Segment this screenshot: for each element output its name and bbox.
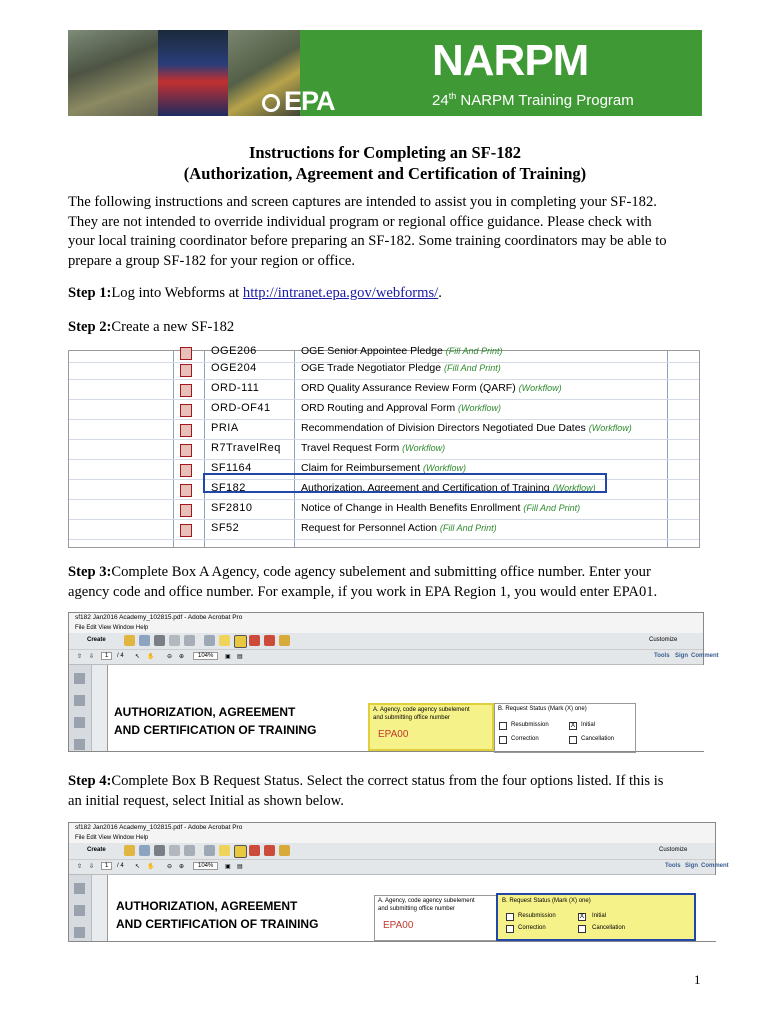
step-1-text: Log into Webforms at — [111, 285, 243, 301]
pdf-page — [107, 875, 716, 941]
form-description: Notice of Change in Health Benefits Enrollment (Fill And Print) — [301, 502, 581, 514]
acrobat-toolbar — [69, 633, 703, 650]
form-title: AUTHORIZATION, AGREEMENT AND CERTIFICATION OF TRAINING — [116, 899, 319, 931]
prev-page-icon[interactable]: ⇧ — [77, 654, 83, 660]
intro-line: prepare a group SF-182 for your region or office. — [68, 252, 356, 269]
form-row-sf52[interactable] — [69, 521, 699, 540]
box-b-label: B. Request Status (Mark (X) one) — [498, 706, 587, 712]
webforms-link[interactable]: http://intranet.epa.gov/webforms/ — [242, 285, 439, 301]
epa-logo-text: EPA — [284, 86, 335, 116]
prev-page-icon[interactable]: ⇧ — [77, 864, 83, 870]
sign-tab[interactable]: Sign — [675, 653, 688, 659]
step-4-label: Step 4: — [68, 773, 112, 789]
page-total: / 4 — [117, 863, 124, 869]
form-type-tag: (Workflow) — [402, 443, 446, 453]
page-number-input[interactable]: 1 — [101, 652, 112, 660]
step-4-text: an initial request, select Initial as shown below. — [68, 792, 344, 809]
box-b-label: B. Request Status (Mark (X) one) — [502, 898, 591, 904]
sf182-highlight-box — [203, 473, 607, 493]
fit-width-icon[interactable]: ▤ — [237, 864, 243, 870]
form-code[interactable]: R7TravelReq — [211, 442, 281, 454]
form-description: Travel Request Form (Workflow) — [301, 442, 446, 454]
pdf-form-icon[interactable] — [180, 444, 192, 457]
customize-menu[interactable]: Customize — [659, 847, 688, 853]
form-type-tag: (Fill And Print) — [523, 503, 581, 513]
step-3-text: Complete Box A Agency, code agency subelement and submitting office number. Enter your — [111, 564, 651, 580]
step-2 — [68, 318, 708, 338]
pdf-icon[interactable] — [264, 845, 275, 856]
resubmission-checkbox[interactable] — [499, 722, 507, 730]
form-row-ord-of41[interactable] — [69, 401, 699, 420]
zoom-in-icon[interactable]: ⊕ — [179, 654, 185, 660]
form-code[interactable]: SF1164 — [211, 462, 252, 474]
form-type-tag: (Workflow) — [588, 423, 632, 433]
email-icon[interactable] — [184, 635, 195, 646]
open-icon[interactable] — [124, 845, 135, 856]
page-number-input[interactable]: 1 — [101, 862, 112, 870]
sign-tab[interactable]: Sign — [685, 863, 698, 869]
acrobat-nav-toolbar — [69, 860, 729, 875]
attach-icon[interactable] — [279, 845, 290, 856]
epa-logo — [262, 86, 352, 114]
pdf-form-icon[interactable] — [180, 524, 192, 537]
form-row-pria[interactable] — [69, 421, 699, 440]
webforms-list-screenshot — [68, 345, 700, 548]
tools-tab[interactable]: Tools — [654, 653, 670, 659]
intro-line: your local training coordinator before preparing an SF-182. Some training coordinators may be able to — [68, 233, 667, 249]
box-a-label: A. Agency, code agency subelement — [378, 898, 475, 904]
form-type-tag: (Fill And Print) — [439, 523, 497, 533]
settings-icon[interactable] — [204, 635, 215, 646]
form-row-sf2810[interactable] — [69, 501, 699, 520]
row-divider — [69, 379, 699, 380]
edit-icon[interactable] — [169, 845, 180, 856]
step-3-label: Step 3: — [68, 564, 112, 580]
form-type-tag: (Workflow) — [422, 463, 466, 473]
form-description: ORD Quality Assurance Review Form (QARF) (Workflow) — [301, 382, 562, 394]
acrobat-nav-toolbar — [69, 650, 719, 665]
row-divider — [69, 399, 699, 400]
row-divider — [69, 419, 699, 420]
zoom-field[interactable]: 104% — [193, 652, 218, 660]
photo-3d-model — [158, 30, 228, 116]
create-button[interactable]: Create — [87, 637, 106, 643]
attach-icon[interactable] — [279, 635, 290, 646]
zoom-field[interactable]: 104% — [193, 862, 218, 870]
acrobat-menu-bar[interactable]: File Edit View Window Help — [69, 833, 715, 843]
agency-code-field[interactable]: EPA00 — [383, 920, 414, 931]
next-page-icon[interactable]: ⇩ — [89, 654, 95, 660]
box-a-highlight — [368, 703, 494, 751]
form-row-oge204[interactable] — [69, 361, 699, 380]
form-type-tag: (Fill And Print) — [445, 346, 503, 356]
box-a-label: and submitting office number — [378, 906, 455, 912]
initial-checkbox[interactable]: X — [579, 913, 585, 920]
tools-tab[interactable]: Tools — [665, 863, 681, 869]
form-description: ORD Routing and Approval Form (Workflow) — [301, 402, 501, 414]
acrobat-window-title: sf182 Jan2016 Academy_102815.pdf - Adobe Acrobat Pro — [69, 613, 703, 623]
fit-page-icon[interactable]: ▣ — [225, 654, 231, 660]
settings-icon[interactable] — [204, 845, 215, 856]
pdf-icon[interactable] — [264, 635, 275, 646]
form-code[interactable]: SF182 — [211, 482, 246, 494]
comment-icon[interactable] — [219, 635, 230, 646]
step-3 — [68, 563, 708, 602]
acrobat-screenshot-box-b — [68, 822, 729, 942]
highlight-icon[interactable] — [234, 845, 247, 858]
pdf-form-icon[interactable] — [180, 424, 192, 437]
pdf-page — [107, 665, 704, 751]
acrobat-sidebar — [69, 875, 92, 941]
epa-flower-icon — [262, 94, 280, 112]
form-type-tag: (Workflow) — [552, 483, 596, 493]
step-2-label: Step 2: — [68, 319, 112, 335]
row-divider — [69, 439, 699, 440]
step-1-label: Step 1: — [68, 285, 112, 301]
page-title — [0, 142, 770, 184]
step-2-text: Create a new SF-182 — [111, 319, 235, 335]
step-3-text: agency code and office number. For example, if you work in EPA Region 1, you would enter EPA01. — [68, 583, 658, 600]
row-divider — [69, 459, 699, 460]
row-divider — [69, 539, 699, 540]
title-line-2: (Authorization, Agreement and Certification of Training) — [183, 164, 587, 183]
signatures-panel-icon[interactable] — [74, 927, 85, 938]
form-description: Claim for Reimbursement (Workflow) — [301, 462, 466, 474]
box-a-label: and submitting office number — [373, 715, 450, 721]
acrobat-sidebar — [69, 665, 92, 751]
hand-icon[interactable]: ✋ — [147, 654, 155, 660]
initial-checkbox[interactable]: X — [570, 722, 576, 729]
export-icon[interactable] — [249, 635, 260, 646]
customize-menu[interactable]: Customize — [649, 637, 678, 643]
pdf-form-icon[interactable] — [180, 364, 192, 377]
step-4 — [68, 772, 708, 811]
highlight-icon[interactable] — [234, 635, 247, 648]
email-icon[interactable] — [184, 845, 195, 856]
hand-icon[interactable]: ✋ — [147, 864, 155, 870]
form-code[interactable]: PRIA — [211, 422, 239, 434]
acrobat-screenshot-box-a — [68, 612, 719, 752]
title-line-1: Instructions for Completing an SF-182 — [249, 143, 521, 162]
zoom-out-icon[interactable]: ⊖ — [167, 864, 173, 870]
correction-checkbox[interactable] — [506, 925, 514, 933]
bookmarks-panel-icon[interactable] — [74, 905, 85, 916]
form-row-r7travelreq[interactable] — [69, 441, 699, 460]
signatures-panel-icon[interactable] — [74, 717, 85, 728]
fit-width-icon[interactable]: ▤ — [237, 654, 243, 660]
form-description: OGE Senior Appointee Pledge (Fill And Print) — [301, 345, 503, 357]
intro-paragraph — [68, 193, 708, 271]
form-code[interactable]: SF2810 — [211, 502, 253, 514]
program-line: 24th NARPM Training Program — [432, 91, 634, 109]
form-description: Request for Personnel Action (Fill And Print) — [301, 522, 497, 534]
bookmarks-panel-icon[interactable] — [74, 695, 85, 706]
open-icon[interactable] — [124, 635, 135, 646]
save-icon[interactable] — [139, 635, 150, 646]
page-total: / 4 — [117, 653, 124, 659]
pdf-form-icon[interactable] — [180, 347, 192, 360]
pdf-form-icon[interactable] — [180, 464, 192, 477]
form-code[interactable]: OGE204 — [211, 362, 257, 374]
form-code[interactable]: OGE206 — [211, 345, 257, 357]
row-divider — [69, 499, 699, 500]
form-code[interactable]: ORD-111 — [211, 382, 260, 394]
print-icon[interactable] — [154, 635, 165, 646]
comment-tab[interactable]: Comment — [701, 863, 729, 869]
form-description: Recommendation of Division Directors Negotiated Due Dates (Workflow) — [301, 422, 632, 434]
select-icon[interactable]: ↖ — [135, 864, 141, 870]
pdf-form-icon[interactable] — [180, 384, 192, 397]
form-type-tag: (Workflow) — [518, 383, 562, 393]
form-code[interactable]: ORD-OF41 — [211, 402, 271, 414]
pages-panel-icon[interactable] — [74, 883, 85, 894]
export-icon[interactable] — [249, 845, 260, 856]
form-type-tag: (Fill And Print) — [444, 363, 501, 373]
intro-line: They are not intended to override individual program or regional office guidance. Please check with — [68, 213, 652, 230]
acrobat-window-title: sf182 Jan2016 Academy_102815.pdf - Adobe Acrobat Pro — [69, 823, 715, 833]
form-type-tag: (Workflow) — [458, 403, 501, 413]
pages-panel-icon[interactable] — [74, 673, 85, 684]
save-icon[interactable] — [139, 845, 150, 856]
correction-checkbox[interactable] — [499, 736, 507, 744]
print-icon[interactable] — [154, 845, 165, 856]
narpm-brand: NARPM — [432, 36, 589, 85]
box-b-highlight: B. Request Status (Mark (X) one) Resubmission Correction X Initial Cancellation — [496, 893, 696, 941]
zoom-out-icon[interactable]: ⊖ — [167, 654, 173, 660]
cancellation-checkbox[interactable] — [569, 736, 577, 744]
pdf-form-icon[interactable] — [180, 484, 192, 497]
comment-icon[interactable] — [219, 845, 230, 856]
photo-excavation — [68, 30, 158, 116]
acrobat-toolbar — [69, 843, 715, 860]
pdf-form-icon[interactable] — [180, 504, 192, 517]
form-description: OGE Trade Negotiator Pledge (Fill And Print) — [301, 362, 501, 374]
cancellation-checkbox[interactable] — [578, 925, 586, 933]
intro-line: The following instructions and screen captures are intended to assist you in completing your SF-182. — [68, 194, 657, 210]
select-icon[interactable]: ↖ — [135, 654, 141, 660]
form-description: Authorization, Agreement and Certification of Training (Workflow) — [301, 482, 596, 494]
row-divider — [69, 519, 699, 520]
comment-tab[interactable]: Comment — [691, 653, 719, 659]
resubmission-checkbox[interactable] — [506, 913, 514, 921]
form-title: AUTHORIZATION, AGREEMENT AND CERTIFICATION OF TRAINING — [114, 705, 317, 737]
box-b: B. Request Status (Mark (X) one) Resubmission Correction X Initial Cancellation — [494, 703, 636, 753]
edit-icon[interactable] — [169, 635, 180, 646]
next-page-icon[interactable]: ⇩ — [89, 864, 95, 870]
page-number: 1 — [694, 972, 701, 987]
zoom-in-icon[interactable]: ⊕ — [179, 864, 185, 870]
step-1: Step 1:Log into Webforms at http://intranet.epa.gov/webforms/. — [68, 285, 442, 301]
box-a — [374, 895, 498, 941]
fit-page-icon[interactable]: ▣ — [225, 864, 231, 870]
agency-code-field[interactable]: EPA00 — [378, 729, 409, 740]
form-row-ord-111[interactable] — [69, 381, 699, 400]
box-a-label: A. Agency, code agency subelement — [373, 707, 470, 713]
create-button[interactable]: Create — [87, 847, 106, 853]
attachments-panel-icon[interactable] — [74, 739, 85, 750]
acrobat-menu-bar[interactable]: File Edit View Window Help — [69, 623, 703, 633]
pdf-form-icon[interactable] — [180, 404, 192, 417]
step-4-text: Complete Box B Request Status. Select the correct status from the four options listed. If this is — [111, 773, 664, 789]
form-code[interactable]: SF52 — [211, 522, 240, 534]
